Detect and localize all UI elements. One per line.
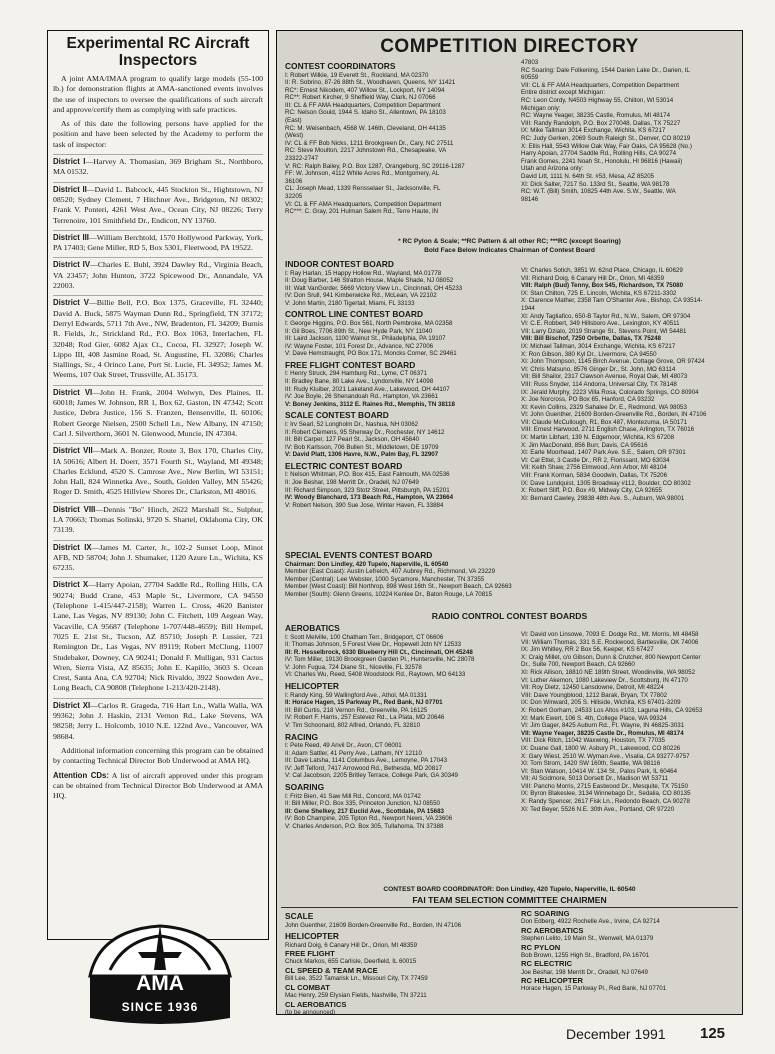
directory-entry: VI: C.E. Robbert, 349 Hillsboro Ave., Lexington, KY 40511 xyxy=(521,320,680,328)
directory-entry: Member (Central): Lee Webster, 1000 Sycamore, Manchester, TN 37355 xyxy=(285,575,485,583)
directory-entry: I: Ray Harlan, 15 Happy Hollow Rd., Wayland, MA 01778 xyxy=(285,269,442,277)
directory-entry: VI: Chris Matsuno, 8576 Ginger Dr., St. John, MO 63114 xyxy=(521,365,676,373)
directory-entry: VI: Jim Gager, 8425 Auburn Rd., Ft. Wayne, IN 46825-3031 xyxy=(521,722,685,730)
section-heading: SPECIAL EVENTS CONTEST BOARD xyxy=(285,550,433,560)
directory-entry: X: Gary Wiest, 2510 W. Wyman Ave., Visalia, CA 93277-9757 xyxy=(521,752,690,760)
directory-entry: II: Bill Miller, P.O. Box 335, Princeton Junction, NJ 08550 xyxy=(285,800,440,808)
directory-entry: VIII: Russ Snyder, 114 Andorra, Universal City, TX 78148 xyxy=(521,380,677,388)
district-label: District VII xyxy=(53,446,93,456)
directory-entry: VI: Charles Wu, Reed, 5408 Woodstock Rd., Raytown, MO 64133 xyxy=(285,671,466,679)
directory-entry: X: Joe Norcross, PO Box 65, Hanford, CA 93232 xyxy=(521,396,655,404)
district-label: District II xyxy=(53,184,87,194)
directory-entry: Member (East Coast): Austin Lefreich, 407 Aubrey Rd., Richmond, VA 23229 xyxy=(285,568,496,576)
district-members: —Harry Apoian, 27704 Saddle Rd., Rolling Hills, CA 90274; Budd Crane, 453 Maple St., Livermore, CA 94550 (Telephone 1-415/447-2158); Warren L. Cross, 4620 Banister Lane, Las Vegas, NV 89130; John C. Fitchett, 109 Aegean Way, Vacaville, CA 95687 (Telephone 1-707/448-4659); Bill Hempel, 7025 E. 21st St., Tucson, AZ 85710; Joseph P. Lussier, 721 Remington Dr., Las Vegas, NV 89119; Robert McClung, 11007 Studebaker, Downey, CA 90241; Donald F. Mulligan, 931 Cactus Wren, Sierra Vista, AZ 85635; John E. Kapillo, 3603 S. Ocean Crest, Santa Ana, CA 92704; Nick Rivaldo, 3922 Snowden Ave., Long Beach, CA 90808 (Telephone 1-213/420-2148). xyxy=(53,580,263,693)
section-heading: HELICOPTER xyxy=(285,931,339,942)
district-entry xyxy=(53,443,263,497)
directory-entry: XI: John Thompson, 1145 Birch Avenue, Cottage Grove, OR 97424 xyxy=(521,358,705,366)
directory-entry: VIII: Ernest Harwood, 2711 English Chase, Arlington, TX 76016 xyxy=(521,426,695,434)
district-label: District III xyxy=(53,232,89,242)
district-label: District VIII xyxy=(53,504,96,514)
directory-entry: Stephen Lelito, 19 Main St., Wenwell, MA 01379 xyxy=(521,935,654,942)
directory-entry: VII: CL & FF AMA Headquarters, Competition Department xyxy=(521,81,679,89)
directory-entry: (West) xyxy=(285,132,304,140)
section-heading: SOARING xyxy=(285,782,325,792)
district-entry xyxy=(53,182,263,226)
directory-entry: II: R. Sobrino, 87-26 88th St., Woodhaven, Queens, NY 11421 xyxy=(285,79,456,87)
page-number: 125 xyxy=(700,1025,726,1042)
directory-entry: X: Robert Sliff, P.O. Box #9, Midway City, CA 92655 xyxy=(521,487,663,495)
chairman-entry: VII: Wayne Yeager, 38235 Castle Dr., Romulus, MI 48174 xyxy=(521,729,684,737)
subsection-heading: RC AEROBATICS xyxy=(521,925,584,935)
directory-entry: 47803 xyxy=(521,59,539,66)
directory-entry: 36106 xyxy=(285,177,303,185)
section-heading: HELICOPTER xyxy=(285,681,339,692)
chairman-entry: VIII: Bill Bischof, 7250 Orbette, Dallas, TX 75248 xyxy=(521,335,661,343)
directory-entry: X: Ellis Hall, 5543 Willow Oak Way, Fair Oaks, CA 95628 (No.) xyxy=(521,142,692,150)
directory-entry: IV: Bob Champine, 205 Tipton Rd., Newport News, VA 23606 xyxy=(285,815,453,823)
directory-entry: RC*: Ernest Nikodem, 407 Willow St., Lockport, NY 14094 xyxy=(285,86,445,94)
directory-entry: RC: Leon Cordy, N4503 Highway 55, Chilton, WI 53014 xyxy=(521,96,674,104)
district-members: —Billie Bell, P.O. Box 1375, Graceville, FL 32440; David A. Buck, 5875 Wayman Dunn Rd., Springfield, TN 37172; Derryl Edwards, 5711 7th Ave., NW, Bradenton, FL 34209; Burnis R. Fields, Jr., Strickland Rd., P.O. Box 1063, Interlachen, FL 32048; Rod Gier, 6082 Ajax Ct., Cocoa, FL 32927; Joseph W. Lippo III, 408 Jasmine Road, St. Augustine, FL 32086; Charles Stallings, Sr., 4 Orinco Lane, Port St. Lucie, FL 34952; James M. Weems, 107 Oak Street, Trussville, AL 35173. xyxy=(53,298,263,380)
issue-date: December 1991 xyxy=(566,1026,666,1042)
directory-entry: Member (West Coast): Bill Northrop, 898 West 16th St., Newport Beach, CA 92663 xyxy=(285,583,512,591)
directory-entry: Utah and Arizona only: xyxy=(521,165,584,173)
directory-entry: X: Ron Gibson, 380 Kyl Dr., Livermore, CA 94550 xyxy=(521,350,657,358)
directory-entry: II: Doug Barber, 146 Stratton House, Maple Shade, NJ 08052 xyxy=(285,277,454,285)
subsection-heading: RC PYLON xyxy=(521,942,561,952)
district-members: —Charles E. Buhl, 3924 Dawley Rd., Virginia Beach, VA 23457; John Hunton, 3722 Spicewood Dr., Annandale, VA 22003. xyxy=(53,260,263,291)
directory-entry: (East) xyxy=(285,117,302,125)
directory-entry: 32205 xyxy=(285,193,303,200)
directory-entry: RC: M. Weisenbach, 4568 W. 146th, Cleveland, OH 44135 xyxy=(285,124,446,132)
attention-text: A list of aircraft approved under this program can be obtained from Technical Director Bob Underwood at AMA HQ. xyxy=(53,770,263,801)
directory-entry: II: Gil Boes, 7706 89th St., New Hyde Park, NY 11040 xyxy=(285,327,433,335)
additional-info: Additional information concerning this program can be obtained by contacting Technical Director Bob Underwood at AMA HQ. xyxy=(53,745,263,766)
directory-entry: I: Irv Searl, 52 Longholm Dr., Nashua, NH 03062 xyxy=(285,420,419,428)
directory-entry: V: Robert Nelson, 390 Sue Jose, Winter Haven, FL 33884 xyxy=(285,501,444,509)
directory-entry: V: John Fugua, 724 Diane St., Niceville, FL 32578 xyxy=(285,663,422,671)
directory-entry: VIII: Pancho Morris, 2715 Eastwood Dr., Mesquite, TX 75150 xyxy=(521,782,689,790)
legend-bold-note: Bold Face Below Indicates Chairman of Contest Board xyxy=(424,247,595,254)
directory-entry: X: Craig Millet, c/o Gibson, Dunn & Crutcher, 800 Newport Center xyxy=(521,653,701,661)
section-heading: SCALE xyxy=(285,911,314,921)
chairman-entry: VIII: Ralph (Bud) Tenny, Box 545, Richardson, TX 75080 xyxy=(521,282,684,290)
directory-entry: 1944 xyxy=(521,304,535,312)
district-members: —James M. Carter, Jr., 102-2 Sunset Loop, Minot AFB, ND 58704; John J. Shumaker, 1120 Azure Ln., Wichita, KS 67235. xyxy=(53,542,263,573)
directory-entry: V: Tim Schoonard, 802 Alfred, Orlando, FL 32810 xyxy=(285,721,421,729)
directory-entry: RC: Judy Gerken, 2069 South Raleigh St., Denver, CO 80219 xyxy=(521,134,691,142)
rc-boards-right xyxy=(521,631,739,813)
subsection-heading: CL AEROBATICS xyxy=(285,999,347,1009)
directory-entry: III: Bill Curtis, 218 Vernon Rd., Greenville, PA 16125 xyxy=(285,706,428,714)
directory-entry: RC: Steve Moulton, 2217 Johnstown Rd., Chesapeake, VA xyxy=(285,147,447,155)
directory-entry: XI: Rick Allison, 18810 NE 189th Street, Woodinville, WA 98052 xyxy=(521,668,696,676)
directory-entry: VI: CL & FF AMA Headquarters, Competition Department xyxy=(285,200,442,208)
directory-entry: IX: Mike Tallman 3014 Exchange, Wichita, KS 67217 xyxy=(521,127,666,135)
district-entry xyxy=(53,577,263,693)
directory-entry: VII: Claude McCullough, R1, Box 487, Montezuma, IA 50171 xyxy=(521,418,688,426)
directory-entry: I: Robert Wilkie, 19 Everett St., Rockland, MA 02370 xyxy=(285,71,429,79)
directory-title: COMPETITION DIRECTORY xyxy=(380,36,639,57)
chairman-entry: IV: Woody Blanchard, 173 Beach Rd., Hampton, VA 23664 xyxy=(285,494,454,502)
district-list xyxy=(53,154,263,742)
chairman-entry: III: R. Hesselbrock, 6330 Blueberry Hill Ct., Cincinnati, OH 45248 xyxy=(285,648,473,656)
rc-boards-left xyxy=(285,621,517,830)
directory-entry: (to be announced) xyxy=(285,1008,336,1015)
subsection-heading: RC HELICOPTER xyxy=(521,976,584,986)
district-entry xyxy=(53,502,263,536)
directory-entry: Harry Apoian, 27704 Saddle Rd., Rolling Hills, CA 90274 xyxy=(521,150,677,158)
district-label: District V xyxy=(53,298,89,308)
directory-entry: Member (South): Glenn Greens, 10224 Kenlee Dr., Baton Rouge, LA 70815 xyxy=(285,590,493,598)
section-heading: INDOOR CONTEST BOARD xyxy=(285,259,394,269)
directory-entry: VIII: Dick Ritch, 11042 Waxwing, Houston, TX 77035 xyxy=(521,737,665,745)
directory-entry: IV: Tom Miller, 19130 Brookgreen Garden Pl., Huntersville, NC 28078 xyxy=(285,656,475,664)
directory-entry: VII: Keith Shaw, 2756 Elmwood, Ann Arbor, MI 48104 xyxy=(521,464,667,472)
directory-entry: II: Bradley Bane, 80 Lake Ave., Lyndonville, NY 14098 xyxy=(285,378,434,386)
directory-entry: Mac Henry, 259 Elysian Fields, Nashville, TN 37211 xyxy=(285,991,427,999)
contest-coordinators-right xyxy=(521,59,739,203)
directory-entry: VII: Al Scidmore, 5013 Dorsett Dr., Madison WI 53711 xyxy=(521,775,669,783)
directory-entry: X: Robert Gorham, 24533 Los Altos #103, Laguna Hills, CA 92653 xyxy=(521,706,703,714)
contest-boards-right xyxy=(521,267,739,502)
directory-entry: V: Dave Hemstraught, PO Box 171, Moncks Corner, SC 29461 xyxy=(285,350,457,358)
directory-entry: IX: Jim Whitley, RR 2 Box 56, Keeper, KS 67427 xyxy=(521,646,654,654)
logo-since: SINCE 1936 xyxy=(121,1000,199,1014)
chairman-entry: V: David Platt, 1306 Havre, N.W., Palm Bay, FL 32907 xyxy=(285,451,439,459)
section-heading: CONTROL LINE CONTEST BOARD xyxy=(285,309,424,320)
chairman-entry: II: Horace Hagen, 15 Parkway Pl., Red Bank, NJ 07701 xyxy=(285,699,443,707)
directory-entry: VIII: Randy Randolph, P.O. Box 270048, Dallas, TX 75227 xyxy=(521,119,681,127)
directory-entry: V: RC: Ralph Bailey, P.O. Box 1287, Orangeburg, SC 29116-1287 xyxy=(285,162,465,170)
directory-entry: Joe Beshar, 198 Merritt Dr., Oradell, NJ 07649 xyxy=(521,968,648,976)
directory-entry: XI: Mark Ewert, 106 S. 4th, College Place, WA 99324 xyxy=(521,714,667,722)
directory-entry: I: Randy King, 59 Wallingford Ave., Athol, MA 01331 xyxy=(285,691,428,699)
directory-entry: IX: Martin Libhart, 139 N. Edgemoor, Wichita, KS 67208 xyxy=(521,434,675,442)
section-heading: AEROBATICS xyxy=(285,623,340,633)
ama-logo xyxy=(80,918,240,1030)
directory-entry: 60559 xyxy=(521,74,539,82)
directory-entry: II: Thomas Johnson, 5 Forest View Dr., Hopewell Jctn NY 12533 xyxy=(285,641,462,649)
directory-entry: III: Bill Carper, 127 Pearl St., Jackson, OH 45640 xyxy=(285,436,420,444)
intro-paragraph: A joint AMA/IMAA program to qualify large models (55-100 lb.) for demonstration flights at AMA-sanctioned events involves the use of inspectors to oversee the qualifications of such aircraft and approve/certify them as complying with safe practices. xyxy=(53,74,263,114)
section-heading: FREE FLIGHT CONTEST BOARD xyxy=(285,359,416,370)
directory-entry: VII: William Thomas, 331 S.E. Rockwood, Bartlesville, OK 74006 xyxy=(521,638,699,646)
directory-entry: XI: Andy Tagliafico, 650-B Taylor Rd., N.W., Salem, OR 97304 xyxy=(521,312,691,320)
directory-entry: Dr., Suite 700, Newport Beach, CA 92660 xyxy=(521,661,635,669)
directory-entry: XI: Dick Salter, 7217 So. 133rd St., Seattle, WA 98178 xyxy=(521,180,670,188)
district-members: —Carlos R. Grageda, 716 Hart Ln., Walla Walla, WA 99362; John J. Haskin, 2131 Vernon Rd., Lake Stevens, WA 98258; Jerry L. Holcomb, 1010 N.E. 122nd Ave., Vancouver, WA 98684. xyxy=(53,700,263,741)
directory-entry: XI: Earle Moorhead, 1407 Park Ave. S.E., Salem, OR 97301 xyxy=(521,449,686,457)
directory-entry: RC: Wayne Yeager, 38235 Castle, Romulus, MI 48174 xyxy=(521,112,671,120)
directory-entry: RC***: C. Gray, 201 Hulman Salem Rd., Terre Haute, IN xyxy=(285,208,439,216)
directory-entry: Entire district except Michigan: xyxy=(521,89,605,97)
directory-entry: I: Nelson Whitman, P.O. Box 415, East Falmouth, MA 02536 xyxy=(285,471,450,479)
directory-entry: IV: Robert F. Harris, 257 Estevez Rd., La Plata, MD 20646 xyxy=(285,714,445,722)
directory-entry: XI: Kevin Collins, 2329 Sahalee Dr. E., Redmond, WA 98053 xyxy=(521,403,687,411)
rc-boards-title: RADIO CONTROL CONTEST BOARDS xyxy=(431,611,588,621)
district-members: —Mark A. Bonzer, Route 3, Box 170, Charles City, IA 50616; Albert H. Doerr, 3571 Fourth St., Wayland, MI 49348; Charles Ecklund, 4520 S. Camrose Ave., New Berlin, WI 53151; John Hall, 824 Winnetka Ave., South, Golden Valley, MN 55426; Roger D. Smith, 4525 Hillview Shores Dr., Clarkston, MI 48016. xyxy=(53,446,264,497)
directory-entry: IV: CL & FF Bob Nicks, 1211 Brookgreen Dr., Cary, NC 27511 xyxy=(285,139,454,147)
directory-entry: IV: Jeff Telford, 7417 Arrowood Rd., Bethesda, MD 20817 xyxy=(285,764,443,772)
directory-entry: I: George Higgins, P.O. Box 561, North Pembroke, MA 02358 xyxy=(285,319,453,327)
subsection-heading: CL SPEED & TEAM RACE xyxy=(285,965,378,975)
directory-entry: Don Edberg, 4922 Rochelle Ave., Irvine, CA 92714 xyxy=(521,918,660,926)
district-members: —John H. Frank, 2004 Welwyn, Des Plaines, IL 60018; James W. Johnson, RR 1, Box 62, Gaston, IN 47342; Scott Justice, Debra Justice, 156 S. Franzen, Bensenville, IL 60106; Robert George Nielsen, 2500 Schell Ln., New Albany, IN 47150; Carl J. Silverthorn, 3601 N. Glenwood, Muncie, IN 47304. xyxy=(53,387,263,438)
directory-entry: Chuck Markos, 655 Carlisle, Deerfield, IL 60015 xyxy=(285,958,417,966)
directory-entry: III: CL & FF AMA Headquarters, Competition Department xyxy=(285,101,441,109)
district-entry xyxy=(53,154,263,178)
article-title: Experimental RC Aircraft Inspectors xyxy=(66,35,250,69)
board-coordinator: CONTEST BOARD COORDINATOR: Don Lindley, 420 Tupelo, Naperville, IL 60540 xyxy=(383,886,636,893)
directory-entry: RC**: Robert Kircher, 9 Sheffield Way, Clark, NJ 07066 xyxy=(285,94,436,102)
inspectors-article xyxy=(47,30,269,940)
section-heading: ELECTRIC CONTEST BOARD xyxy=(285,460,403,471)
directory-entry: VIII: Dave Youngblood, 1212 Barak, Bryan, TX 77802 xyxy=(521,691,668,699)
directory-entry: IX: Stan Chilton, 725 E. Lincoln, Wichita, KS 67211-3302 xyxy=(521,289,677,297)
directory-entry: X: Clarence Mather, 2358 Tam O'Shanter Ave., Bishop, CA 93514- xyxy=(521,297,703,305)
directory-entry: VI: Cal Ettel, 3 Castle Dr., RR 2, Florissant, MO 63034 xyxy=(521,456,670,464)
chairman-entry: V: Boney Jenkins, 3112 E. Raines Rd., Memphis, TN 38118 xyxy=(285,400,455,408)
contest-coordinators-left xyxy=(285,59,517,216)
district-label: District IX xyxy=(53,542,92,552)
directory-entry: CL: Joseph Mead, 1339 Rensselaer St., Jacksonville, FL xyxy=(285,185,441,193)
directory-entry: Michigan only: xyxy=(521,104,561,112)
directory-entry: IV: Don Srull, 941 Kimberwicke Rd., McLean, VA 22102 xyxy=(285,292,437,300)
chairman-entry: III: Gene Shelkey, 217 Euclid Ave., Scottdale, PA 15683 xyxy=(285,807,444,815)
directory-entry: VII: Bill Shailor, 2317 Clawson Avenue, Royal Oak, MI 48073 xyxy=(521,373,688,381)
directory-entry: IX: Byron Blakeslee, 3134 Winnebago Dr., Sedalia, CO 80135 xyxy=(521,790,691,798)
directory-entry: III: Rudy Kluiber, 2021 Lakeland Ave., Lakewood, OH 44107 xyxy=(285,385,450,393)
district-members: —William Berchtold, 1570 Hollywood Parkway, York, PA 17403; Gene Miller, RD 5, Box 5301, Fleetwood, PA 19522. xyxy=(53,232,263,253)
attention-label: Attention CDs: xyxy=(53,770,109,780)
directory-entry: XI: Ted Beyer, 5526 N.E. 30th Ave., Portland, OR 97220 xyxy=(521,805,675,813)
district-label: District XI xyxy=(53,700,91,710)
section-heading: SCALE CONTEST BOARD xyxy=(285,410,389,421)
special-events-board xyxy=(285,548,735,598)
directory-entry: I: Henry Struck, 294 Hamburg Rd., Lyme, CT 06371 xyxy=(285,370,428,378)
district-entry xyxy=(53,385,263,439)
directory-entry: 23322-2747 xyxy=(285,155,319,163)
fai-chairmen-right xyxy=(521,909,739,993)
district-members: —David L. Babcock, 445 Stockton St., Hightstown, NJ 08520; Sydney Clement, 7 Hitchner Ave., Bridgeton, NJ 08302; Frank V. Ponteri, 4261 West Ave., Ocean City, NJ 08226; Terry Terrenoire, 101 Smithfield Dr., Endicott, NY 13760. xyxy=(53,184,263,225)
directory-entry: VI: David von Linsowe, 7093 E. Dodge Rd., Mt. Morris, MI 48458 xyxy=(521,631,699,638)
logo-name: AMA xyxy=(136,972,184,995)
directory-entry: 98146 xyxy=(521,195,539,203)
fai-divider xyxy=(281,907,738,908)
district-entry xyxy=(53,540,263,574)
intro-paragraph-2: As of this date the following persons have applied for the position and have been selected by the Academy to perform the task of inspector: xyxy=(53,119,263,149)
directory-entry: RC: W.T. (Bill) Smith, 10825 44th Ave. S.W., Seattle, WA xyxy=(521,188,676,196)
section-heading: CONTEST COORDINATORS xyxy=(285,61,396,71)
directory-entry: II: Joe Beshar, 198 Merritt Dr., Oradell, NJ 07649 xyxy=(285,478,419,486)
directory-entry: I: Scott Melville, 100 Chatham Terr., Bridgeport, CT 06606 xyxy=(285,633,444,641)
directory-entry: VII: Richard Doig, 6 Canary Hill Dr., Orion, MI 48359 xyxy=(521,274,665,282)
directory-entry: XI: Bernard Cawley, 29838 48th Ave. S., Auburn, WA 98001 xyxy=(521,494,685,502)
chairman-entry: Chairman: Don Lindley, 420 Tupelo, Naperville, IL 60540 xyxy=(285,560,449,568)
directory-entry: IV: Bob Karlsson, 706 Bullen St., Middletown, DE 19709 xyxy=(285,443,439,451)
directory-entry: Frank Gomes, 2241 Noah St., Honolulu, HI 96816 (Hawaii) xyxy=(521,157,683,165)
directory-entry: Bill Lee, 3522 Tamarisk Ln., Missouri City, TX 77459 xyxy=(285,975,428,983)
directory-entry: IX: Jerald Murphy, 2223 Villa Rosa, Colorado Springs, CO 80904 xyxy=(521,388,699,396)
directory-entry: III: Dave Latsha, 1141 Columbus Ave., Lemoyne, PA 17043 xyxy=(285,757,448,765)
directory-entry: VI: Charles Sotich, 3851 W. 62nd Place, Chicago, IL 60629 xyxy=(521,267,683,274)
directory-entry: Richard Doig, 6 Canary Hill Dr., Orion, MI 48359 xyxy=(285,941,418,949)
directory-entry: VIII: Frank Korman, 5834 Goodwin, Dallas, TX 75206 xyxy=(521,472,668,480)
district-members: —Dennis "Bo" Hinch, 2622 Marshall St., Sulphur, LA 70663; Thomas Solinski, 9720 S. Shartel, Oklahoma City, OK 73139. xyxy=(53,504,263,535)
district-entry xyxy=(53,698,263,742)
attention-note xyxy=(53,771,263,802)
section-heading: RACING xyxy=(285,731,319,742)
directory-entry: VII: Roy Dietz, 12450 Lansdowne, Detroit, MI 48224 xyxy=(521,684,664,692)
inspectors-box xyxy=(47,30,269,940)
directory-entry: I: Fritz Bien, 41 Saw Mill Rd., Concord, MA 01742 xyxy=(285,792,421,800)
subsection-heading: RC SOARING xyxy=(521,909,570,918)
subsection-heading: RC ELECTRIC xyxy=(521,959,573,969)
directory-entry: X: Randy Spencer, 2617 Fisk Ln., Redondo Beach, CA 90278 xyxy=(521,798,690,806)
subsection-heading: CL COMBAT xyxy=(285,982,330,992)
directory-entry: III: Richard Simpson, 323 Stotz Street, Pittsburgh, PA 15201 xyxy=(285,486,450,494)
directory-entry: III: Walt VanGorder, 5669 Victory View Ln., Cincinnati, OH 45233 xyxy=(285,284,463,292)
directory-entry: John Guenther, 21609 Borden-Greenville Rd., Borden, IN 47106 xyxy=(285,921,462,929)
directory-entry: Bob Brown, 1255 High St., Bradford, PA 16701 xyxy=(521,951,650,959)
directory-entry: I: Pete Reed, 49 Anvil Dr., Avon, CT 06001 xyxy=(285,742,402,750)
district-label: District VI xyxy=(53,387,93,397)
directory-entry: XI: Tom Strom, 1420 SW 160th, Seattle, WA 98116 xyxy=(521,760,661,768)
competition-directory xyxy=(276,30,743,1015)
district-entry xyxy=(53,295,263,380)
district-label: District I xyxy=(53,157,86,167)
fai-chairmen-left xyxy=(285,909,517,1015)
directory-entry: IX: Don Winward, 205 S. Hillside, Wichita, KS 67401-3209 xyxy=(521,699,681,707)
directory-entry: IV: Joe Boyle, 26 Shenandoah Rd., Hampton, VA 23661 xyxy=(285,393,439,401)
directory-entry: IX: Dave Lundquist, 1305 Broadway #112, Boulder, CO 80302 xyxy=(521,479,691,487)
district-members: —Harvey A. Thomasian, 369 Brigham St., Northboro, MA 01532. xyxy=(53,157,263,177)
subsection-heading: FREE FLIGHT xyxy=(285,949,335,959)
directory-entry: VII: Larry Dzialo, 2019 Strange St., Stevens Point, WI 54481 xyxy=(521,327,687,335)
directory-entry: David Litt, 1111 N. 64th St. #53, Mesa, AZ 85205 xyxy=(521,172,655,180)
directory-entry: VI: Luther Akemon, 1080 Lakeview Dr., Scottsburg, IN 47170 xyxy=(521,676,688,684)
legend-line: * RC Pylon & Scale; **RC Pattern & all other RC; ***RC (except Soaring) xyxy=(398,238,621,245)
directory-entry: RC Soaring: Dale Folkening, 1544 Darien Lake Dr., Darien, IL xyxy=(521,66,690,74)
district-label: District IV xyxy=(53,260,91,270)
district-label: District X xyxy=(53,580,89,590)
contest-boards-left xyxy=(285,257,517,509)
directory-entry: VI: John Guenther, 21609 Borden-Greenville Rd., Borden, IN 47106 xyxy=(521,411,707,419)
directory-entry: VI: Stan Watson, 10414 W. 134 St., Palos Park, IL 60464 xyxy=(521,767,678,775)
directory-entry: Horace Hagen, 15 Parkway Pl., Red Bank, NJ 07701 xyxy=(521,985,667,993)
fai-title: FAI TEAM SELECTION COMMITTEE CHAIRMEN xyxy=(412,895,607,905)
directory-entry: IX: Duane Gall, 1800 W. Asbury Pl., Lakewood, CO 80226 xyxy=(521,744,681,752)
directory-entry: V: Cal Jacobson, 2205 Britley Terrace, College Park, GA 30349 xyxy=(285,772,458,780)
directory-entry: RC: Nelson Gould, 1944 S. Idaho St., Allentown, PA 18103 xyxy=(285,109,446,117)
directory-entry: IV: Wayne Foster, 101 Forest Dr., Advance, NC 27006 xyxy=(285,342,434,350)
directory-entry: II: Adam Sattler, 41 Perry Ave., Latham, NY 12110 xyxy=(285,749,422,757)
district-entry xyxy=(53,230,263,254)
directory-entry: V: John Martin, 2180 Tigertail, Miami, FL 33133 xyxy=(285,299,415,307)
directory-entry: FF: W. Johnson, 4112 White Acres Rd., Montgomery, AL xyxy=(285,170,440,178)
directory-entry: V: Charles Anderson, P.O. Box 305, Tullahoma, TN 37388 xyxy=(285,822,444,830)
directory-entry: III: Laird Jackson, 1100 Walnut St., Philadelphia, PA 19107 xyxy=(285,335,446,343)
district-entry xyxy=(53,257,263,291)
directory-entry: IX: Michael Tallman, 3014 Exchange, Wichita, KS 67217 xyxy=(521,342,676,350)
directory-entry: II: Robert Clemens, 95 Sherway Dr., Rochester, NY 14612 xyxy=(285,428,445,436)
directory-entry: X: Jim MacDonald, 856 Burr, Davis, CA 95616 xyxy=(521,441,648,449)
